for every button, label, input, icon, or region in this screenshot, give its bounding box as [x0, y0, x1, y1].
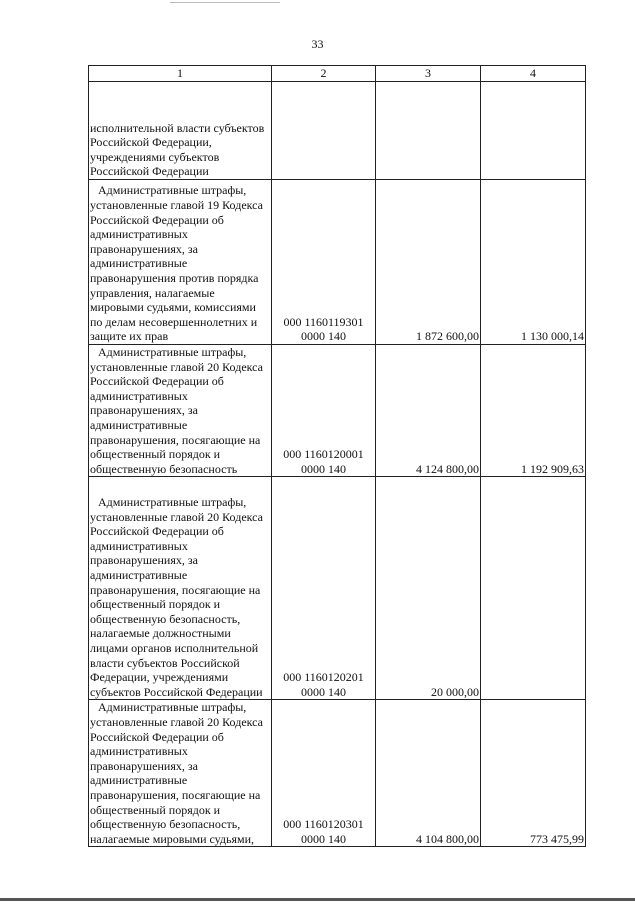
row-code: 000 1160119301 0000 140	[272, 180, 376, 345]
scan-edge-line	[0, 898, 635, 901]
row-code	[272, 82, 376, 180]
table-row	[89, 700, 586, 847]
row-name-text: Административные штрафы, установленные главой 19 Кодекса Российской Федерации об административных правонарушениях, за административные правонарушения против порядка управления, налагаемые мировыми судьями, комиссиями по делам несовершеннолетних и защите их прав	[90, 183, 263, 344]
column-header-1: 1	[89, 66, 272, 82]
table-row	[89, 345, 586, 477]
budget-table	[88, 65, 586, 847]
row-name-text: Административные штрафы, установленные главой 20 Кодекса Российской Федерации об административных правонарушениях, за административные правонарушения, посягающие на общественный порядок и общественную безопасность, налагаемые мировыми судьями,	[90, 700, 263, 846]
row-amount-2: 773 475,99	[481, 700, 586, 847]
page-number: 33	[311, 37, 324, 51]
table-row	[89, 477, 586, 700]
row-name-text: Административные штрафы, установленные главой 20 Кодекса Российской Федерации об административных правонарушениях, за административные правонарушения, посягающие на общественный порядок и общественную безопасность	[90, 345, 263, 476]
row-amount-1: 4 124 800,00	[376, 345, 481, 477]
row-amount-2: 1 192 909,63	[481, 345, 586, 477]
column-header-2: 2	[272, 66, 376, 82]
table-row	[89, 82, 586, 180]
row-name-text: Административные штрафы, установленные главой 20 Кодекса Российской Федерации об административных правонарушениях, за административные правонарушения, посягающие на общественный порядок и общественную безопасность, налагаемые должностными лицами органов исполнительной власти субъектов Российской Федерации, учреждениями субъектов Российской Федерации	[90, 495, 263, 699]
row-amount-1: 1 872 600,00	[376, 180, 481, 345]
row-code: 000 1160120001 0000 140	[272, 345, 376, 477]
row-code: 000 1160120201 0000 140	[272, 477, 376, 700]
column-header-4: 4	[481, 66, 586, 82]
row-amount-2	[481, 82, 586, 180]
table-header-row	[89, 66, 586, 82]
row-name	[89, 700, 272, 847]
row-amount-1	[376, 82, 481, 180]
table-row	[89, 180, 586, 345]
row-amount-1: 20 000,00	[376, 477, 481, 700]
row-name	[89, 180, 272, 345]
row-name: исполнительной власти субъектов Российской Федерации, учреждениями субъектов Российской Федерации	[89, 82, 272, 180]
column-header-3: 3	[376, 66, 481, 82]
row-amount-2: 1 130 000,14	[481, 180, 586, 345]
row-name	[89, 345, 272, 477]
row-amount-2	[481, 477, 586, 700]
scan-artifact	[170, 2, 280, 3]
row-name	[89, 477, 272, 700]
row-code: 000 1160120301 0000 140	[272, 700, 376, 847]
row-amount-1: 4 104 800,00	[376, 700, 481, 847]
